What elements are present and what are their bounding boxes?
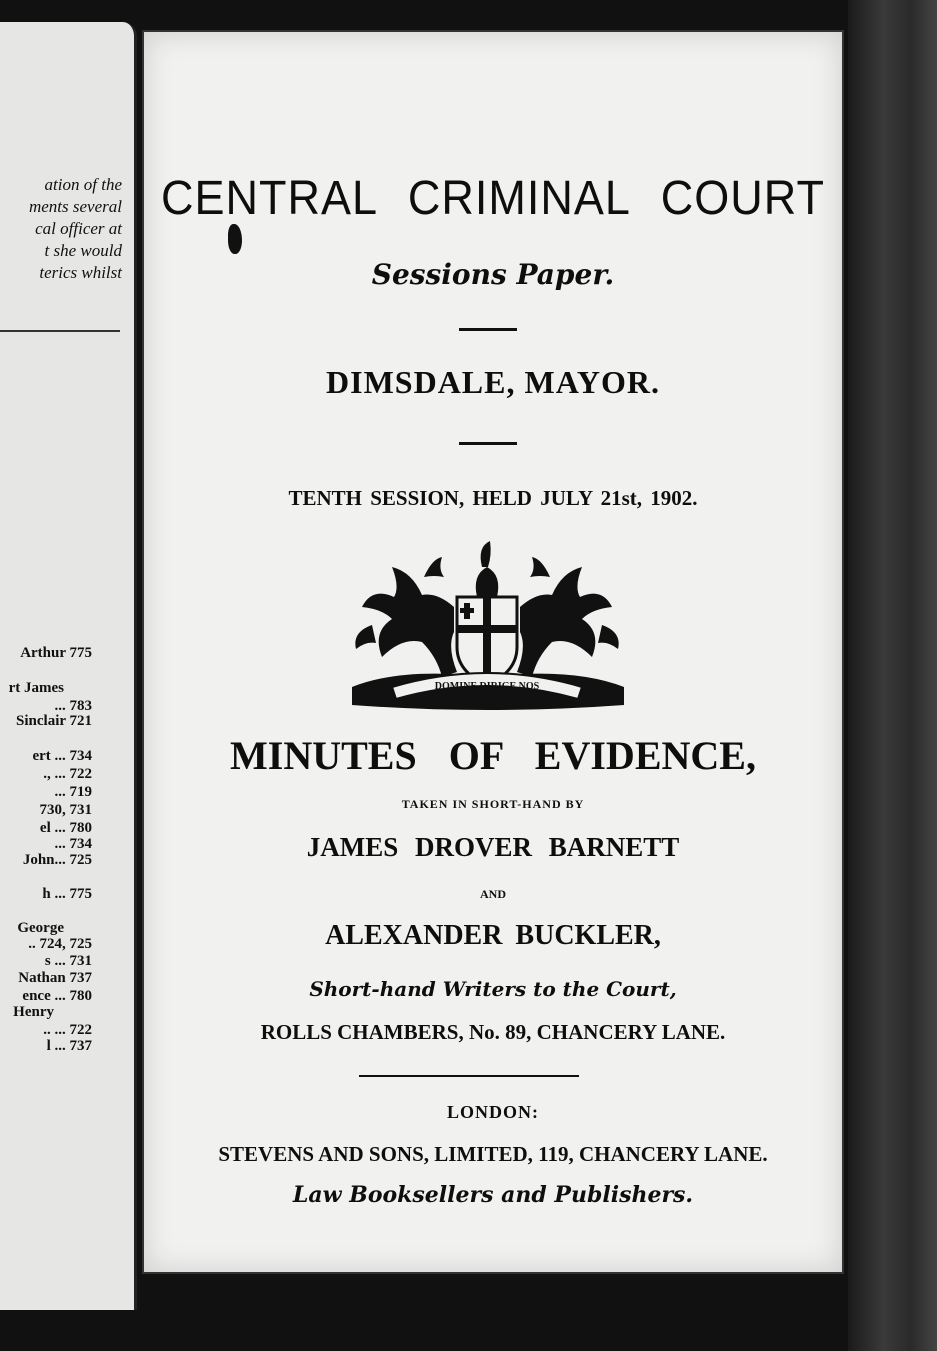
left-text-line: cal officer at [35,219,122,238]
index-entry: l ... 737 [46,1038,92,1054]
and-line: AND [480,887,506,901]
index-entry: ... 783 [54,698,92,714]
left-text-line: t she would [44,241,122,260]
title-page [142,30,844,1274]
address-rule [359,1075,579,1077]
index-entry: .. 724, 725 [28,936,92,952]
microfilm-edge [848,0,937,1351]
publisher-line: STEVENS AND SONS, LIMITED, 119, CHANCERY LANE. [218,1142,768,1166]
reporter-name: ALEXANDER BUCKLER, [325,920,661,951]
index-entry: ... 719 [54,784,92,800]
mayor-rule [459,442,517,445]
taken-line: TAKEN IN SHORT-HAND BY [401,797,585,811]
minutes-heading: MINUTES OF EVIDENCE, [230,733,756,778]
index-entry: ence ... 780 [22,988,92,1004]
reporter-name: JAMES DROVER BARNETT [306,832,680,862]
publisher-tagline: Law Booksellers and Publishers. [292,1182,694,1208]
index-entry: Arthur 775 [20,645,92,661]
index-entry: h ... 775 [42,886,92,902]
crest-motto: DOMINE DIRIGE NOS [434,681,540,692]
court-title: CENTRAL CRIMINAL COURT [161,169,825,225]
index-entry: ., ... 722 [43,766,92,782]
address-line: ROLLS CHAMBERS, No. 89, CHANCERY LANE. [260,1020,726,1044]
index-entry: George [17,920,64,936]
left-page-rule [0,330,120,332]
index-entry: s ... 731 [44,953,92,969]
left-facing-page [0,22,137,1310]
index-entry: el ... 780 [39,820,92,836]
mayor-line: DIMSDALE, MAYOR. [326,364,660,400]
left-text-line: ments several [28,197,122,216]
left-text-line: ation of the [44,175,122,194]
index-entry: ... 734 [54,836,92,852]
city-of-london-crest [342,537,632,717]
session-line: TENTH SESSION, HELD JULY 21st, 1902. [288,486,698,510]
index-entry: ert ... 734 [32,748,92,764]
left-text-line: terics whilst [39,263,122,282]
index-entry: Sinclair 721 [16,713,92,729]
index-entry: Henry [13,1004,54,1020]
index-entry: John... 725 [22,852,92,868]
sessions-paper-heading: Sessions Paper. [371,258,615,291]
index-entry: .. ... 722 [43,1022,92,1038]
index-entry: 730, 731 [39,802,92,818]
city-line: LONDON: [447,1102,539,1122]
index-entry: Nathan 737 [18,970,92,986]
ink-speck [228,224,242,254]
writers-line: Short-hand Writers to the Court, [309,977,677,1001]
index-entry: rt James [8,680,64,696]
title-rule [459,328,517,331]
